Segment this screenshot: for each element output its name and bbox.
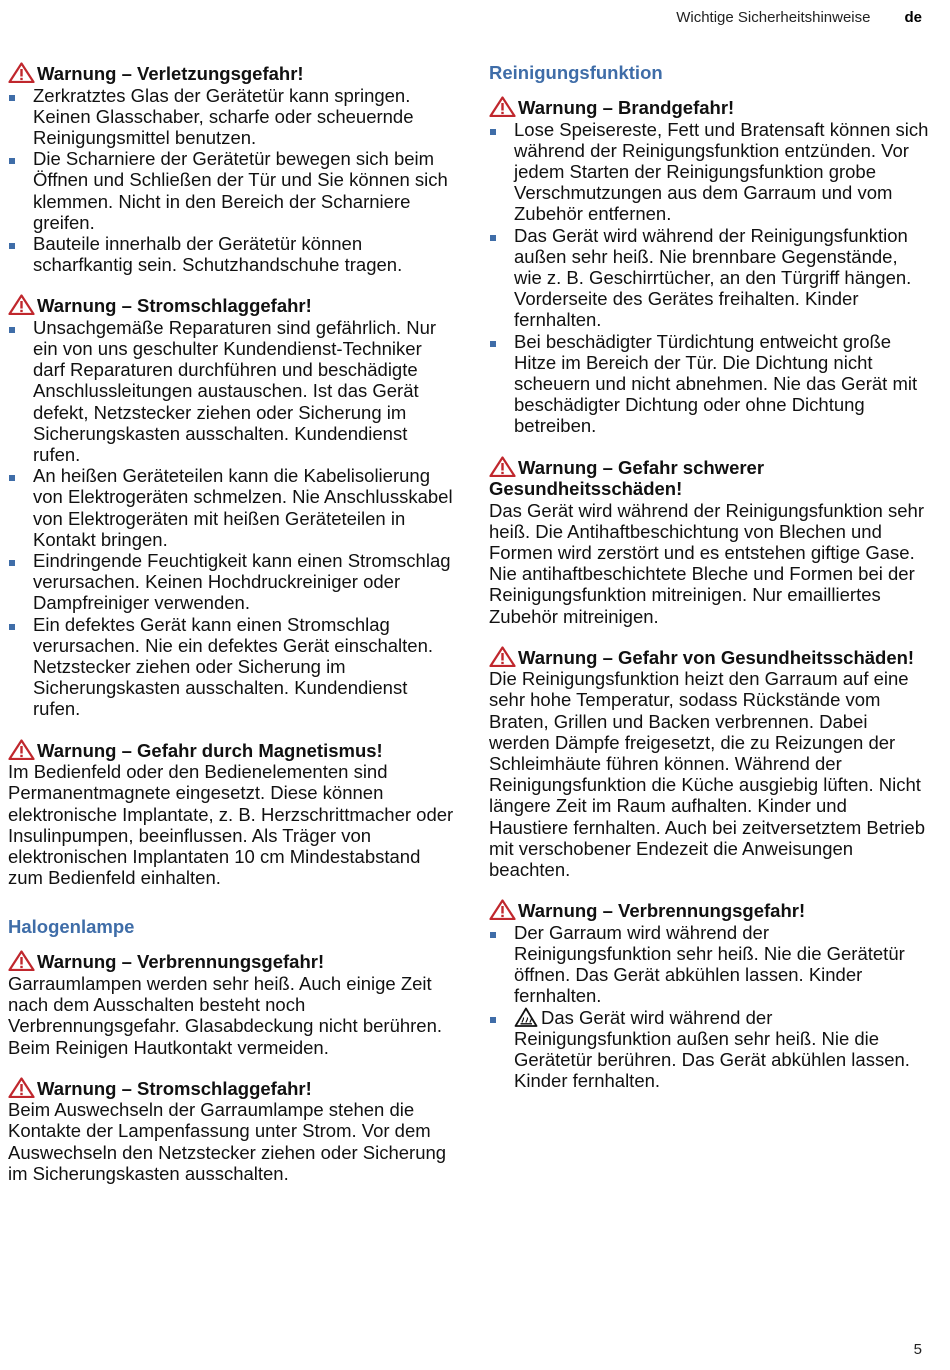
warning-title: Warnung – Verbrennungsgefahr! [518,900,806,922]
warning-title: Warnung – Verbrennungsgefahr! [37,951,325,973]
page-header [676,9,922,26]
warning-triangle-icon [8,294,35,315]
hot-surface-warning-icon [514,1007,538,1027]
bullet-square-icon [9,327,15,333]
warning-serious-health [489,456,929,627]
list-item: Das Gerät wird während der Reinigungsfunktion außen sehr heiß. Nie brennbare Gegenstände, wie z. B. Geschirrtücher, an den Türgriff hängen. Vorderseite des Gerätes freihalten. Kinder fernhalten. [489,225,929,331]
left-column [8,62,458,1203]
list-item: Bei beschädigter Türdichtung entweicht große Hitze im Bereich der Tür. Die Dichtung nicht scheuern und nicht abnehmen. Nie das Gerät mit beschädigter Dichtung oder ohne Dichtung betreiben. [489,331,929,437]
warning-triangle-icon [489,96,516,117]
warning-text: Die Reinigungsfunktion heizt den Garraum auf eine sehr hohe Temperatur, sodass Rückstände vom Braten, Grillen und Backen verbrennen. Dabei werden Dämpfe freigesetzt, die zu Reizungen der Schleimhäute führen können. Während der Reinigungsfunktion die Küche ausgiebig lüften. Nicht längere Zeit im Raum aufhalten. Kinder und Haustiere fernhalten. Auch bei zeitversetztem Betrieb mit verschobener Endezeit die Anweisungen beachten. [489,668,926,881]
warning-triangle-icon [8,62,35,83]
warning-burn-cleaning [489,899,929,1091]
warning-triangle-icon [8,950,35,971]
bullet-square-icon [9,243,15,249]
warning-title: Warnung – Brandgefahr! [518,97,735,118]
warning-burn [8,950,458,1057]
language-code: de [904,9,922,26]
list-item: An heißen Geräteteilen kann die Kabelisolierung von Elektrogeräten schmelzen. Nie Anschlusskabel von Elektrogeräten mit heißen Geräteteilen in Kontakt bringen. [8,465,458,550]
bullet-square-icon [490,235,496,241]
page-number: 5 [913,1341,922,1358]
list-item: Lose Speisereste, Fett und Bratensaft können sich während der Reinigungsfunktion entzünden. Vor jedem Starten der Reinigungsfunktion grobe Verschmutzungen aus dem Garraum und vom Zubehör entfernen. [489,119,929,225]
warning-title: Warnung – Verletzungsgefahr! [37,63,304,84]
warning-text: Das Gerät wird während der Reinigungsfunktion sehr heiß. Die Antihaftbeschichtung von Blechen und Formen wird zerstört und es entstehen giftige Gase. Nie antihaftbeschichtete Bleche und Formen bei der Reinigungsfunktion mitreinigen. Nur emailliertes Zubehör mitreinigen. [489,499,924,627]
warning-magnetism [8,739,458,889]
warning-title: Warnung – Gefahr schwerer Gesundheitsschäden! [489,456,765,500]
list-item: Die Scharniere der Gerätetür bewegen sich beim Öffnen und Schließen der Tür und Sie können sich klemmen. Nicht in den Bereich der Scharniere greifen. [8,148,458,233]
warning-fire [489,96,929,437]
warning-electric-shock-lamp [8,1077,458,1184]
bullet-square-icon [9,95,15,101]
list-item: Bauteile innerhalb der Gerätetür können scharfkantig sein. Schutzhandschuhe tragen. [8,233,458,275]
warning-injury [8,62,458,275]
bullet-list [489,922,929,1092]
bullet-square-icon [490,932,496,938]
bullet-square-icon [9,158,15,164]
list-item: Unsachgemäße Reparaturen sind gefährlich. Nur ein von uns geschulter Kundendienst-Techniker darf Reparaturen durchführen und beschädigte Anschlussleitungen austauschen. Ist das Gerät defekt, Netzstecker ziehen oder Sicherung im Sicherungskasten ausschalten. Kundendienst rufen. [8,317,458,465]
section-title-halogen: Halogenlampe [8,916,135,938]
list-item: Das Gerät wird während der Reinigungsfunktion außen sehr heiß. Nie die Gerätetür berühren. Das Gerät abkühlen lassen. Kinder fernhalten. [489,1007,929,1092]
right-column [489,62,929,1110]
bullet-square-icon [9,624,15,630]
warning-triangle-icon [8,1077,35,1098]
warning-title: Warnung – Gefahr von Gesundheitsschäden! [518,646,915,668]
section-title-cleaning: Reinigungsfunktion [489,62,663,83]
warning-title: Warnung – Stromschlaggefahr! [37,1077,312,1099]
list-item: Zerkratztes Glas der Gerätetür kann springen. Keinen Glasschaber, scharfe oder scheuernde Reinigungsmittel benutzen. [8,85,458,149]
list-item: Ein defektes Gerät kann einen Stromschlag verursachen. Nie ein defektes Gerät einschalten. Netzstecker ziehen oder Sicherung im Sicherungskasten ausschalten. Kundendienst rufen. [8,614,458,720]
list-item: Der Garraum wird während der Reinigungsfunktion sehr heiß. Nie die Gerätetür öffnen. Das Gerät abkühlen lassen. Kinder fernhalten. [489,922,929,1007]
bullet-square-icon [9,560,15,566]
warning-text: Im Bedienfeld oder den Bedienelementen sind Permanentmagnete eingesetzt. Diese können elektronische Implantate, z. B. Herzschrittmacher oder Insulinpumpen, beeinflussen. Als Träger von elektronischen Implantaten 10 cm Mindestabstand zum Bedienfeld einhalten. [8,761,454,889]
warning-triangle-icon [489,646,516,667]
warning-title: Warnung – Stromschlaggefahr! [37,295,312,317]
warning-health [489,646,929,881]
warning-text: Garraumlampen werden sehr heiß. Auch einige Zeit nach dem Ausschalten besteht noch Verbrennungsgefahr. Glasabdeckung nicht berühren. Beim Reinigen Hautkontakt vermeiden. [8,972,443,1058]
bullet-square-icon [490,129,496,135]
bullet-list [489,119,929,437]
warning-text: Beim Auswechseln der Garraumlampe stehen die Kontakte der Lampenfassung unter Strom. Vor dem Auswechseln den Netzstecker ziehen oder Sicherung im Sicherungskasten ausschalten. [8,1099,447,1184]
warning-electric-shock [8,294,458,719]
header-title: Wichtige Sicherheitshinweise [676,9,871,26]
bullet-square-icon [9,475,15,481]
bullet-square-icon [490,341,496,347]
warning-triangle-icon [489,899,516,920]
warning-triangle-icon [489,456,516,477]
warning-triangle-icon [8,739,35,760]
list-item: Eindringende Feuchtigkeit kann einen Stromschlag verursachen. Keinen Hochdruckreiniger oder Dampfreiniger verwenden. [8,550,458,614]
warning-title: Warnung – Gefahr durch Magnetismus! [37,739,383,761]
bullet-square-icon [490,1017,496,1023]
bullet-list [8,317,458,720]
bullet-list [8,85,458,276]
